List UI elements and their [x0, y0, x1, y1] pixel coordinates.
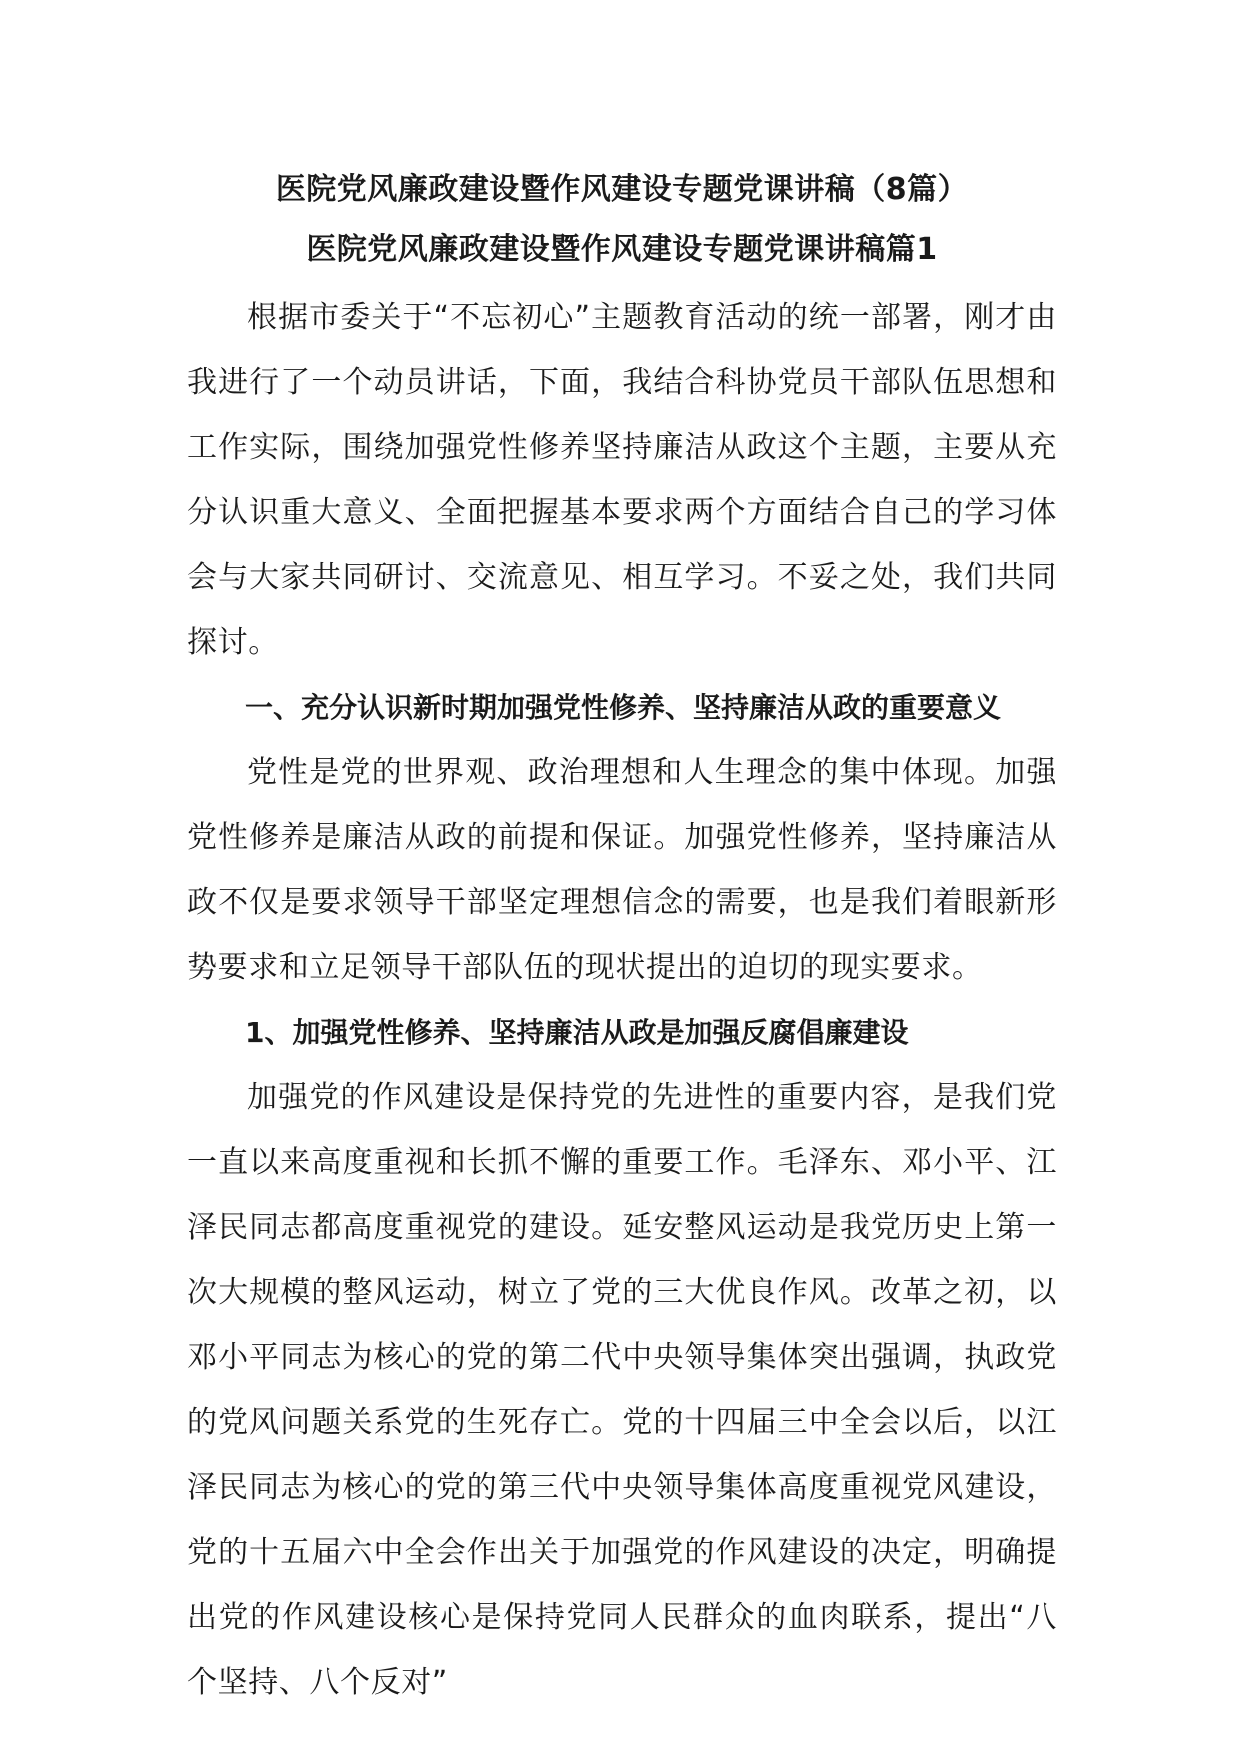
document-title: 医院党风廉政建设暨作风建设专题党课讲稿（8篇） — [275, 172, 969, 207]
paragraph-intro: 根据市委关于“不忘初心”主题教育活动的统一部署，刚才由我进行了一个动员讲话，下面，我结合科协党员干部队伍思想和工作实际，围绕加强党性修养坚持廉洁从政这个主题，主要从充分认识重大意义、全面把握基本要求两个方面结合自己的学习体会与大家共同研讨、交流意见、相互学习。不妥之处，我们共同探讨。 — [187, 300, 1057, 660]
paragraph-party-spirit: 党性是党的世界观、政治理想和人生理念的集中体现。加强党性修养是廉洁从政的前提和保证。加强党性修养，坚持廉洁从政不仅是要求领导干部坚定理想信念的需要，也是我们着眼新形势要求和立足领导干部队伍的现状提出的迫切的现实要求。 — [187, 755, 1057, 985]
section-heading-2: 1、加强党性修养、坚持廉洁从政是加强反腐倡廉建设 — [245, 1016, 909, 1049]
document-subtitle: 医院党风廉政建设暨作风建设专题党课讲稿篇1 — [306, 232, 938, 267]
document-body — [187, 170, 1057, 1715]
section-heading-1: 一、充分认识新时期加强党性修养、坚持廉洁从政的重要意义 — [245, 691, 1002, 724]
paragraph-work-style: 加强党的作风建设是保持党的先进性的重要内容，是我们党一直以来高度重视和长抓不懈的重要工作。毛泽东、邓小平、江泽民同志都高度重视党的建设。延安整风运动是我党历史上第一次大规模的整风运动，树立了党的三大优良作风。改革之初，以邓小平同志为核心的党的第二代中央领导集体突出强调，执政党的党风问题关系党的生死存亡。党的十四届三中全会以后，以江泽民同志为核心的党的第三代中央领导集体高度重视党风建设，党的十五届六中全会作出关于加强党的作风建设的决定，明确提出党的作风建设核心是保持党同人民群众的血肉联系，提出“八个坚持、八个反对” — [187, 1080, 1057, 1700]
